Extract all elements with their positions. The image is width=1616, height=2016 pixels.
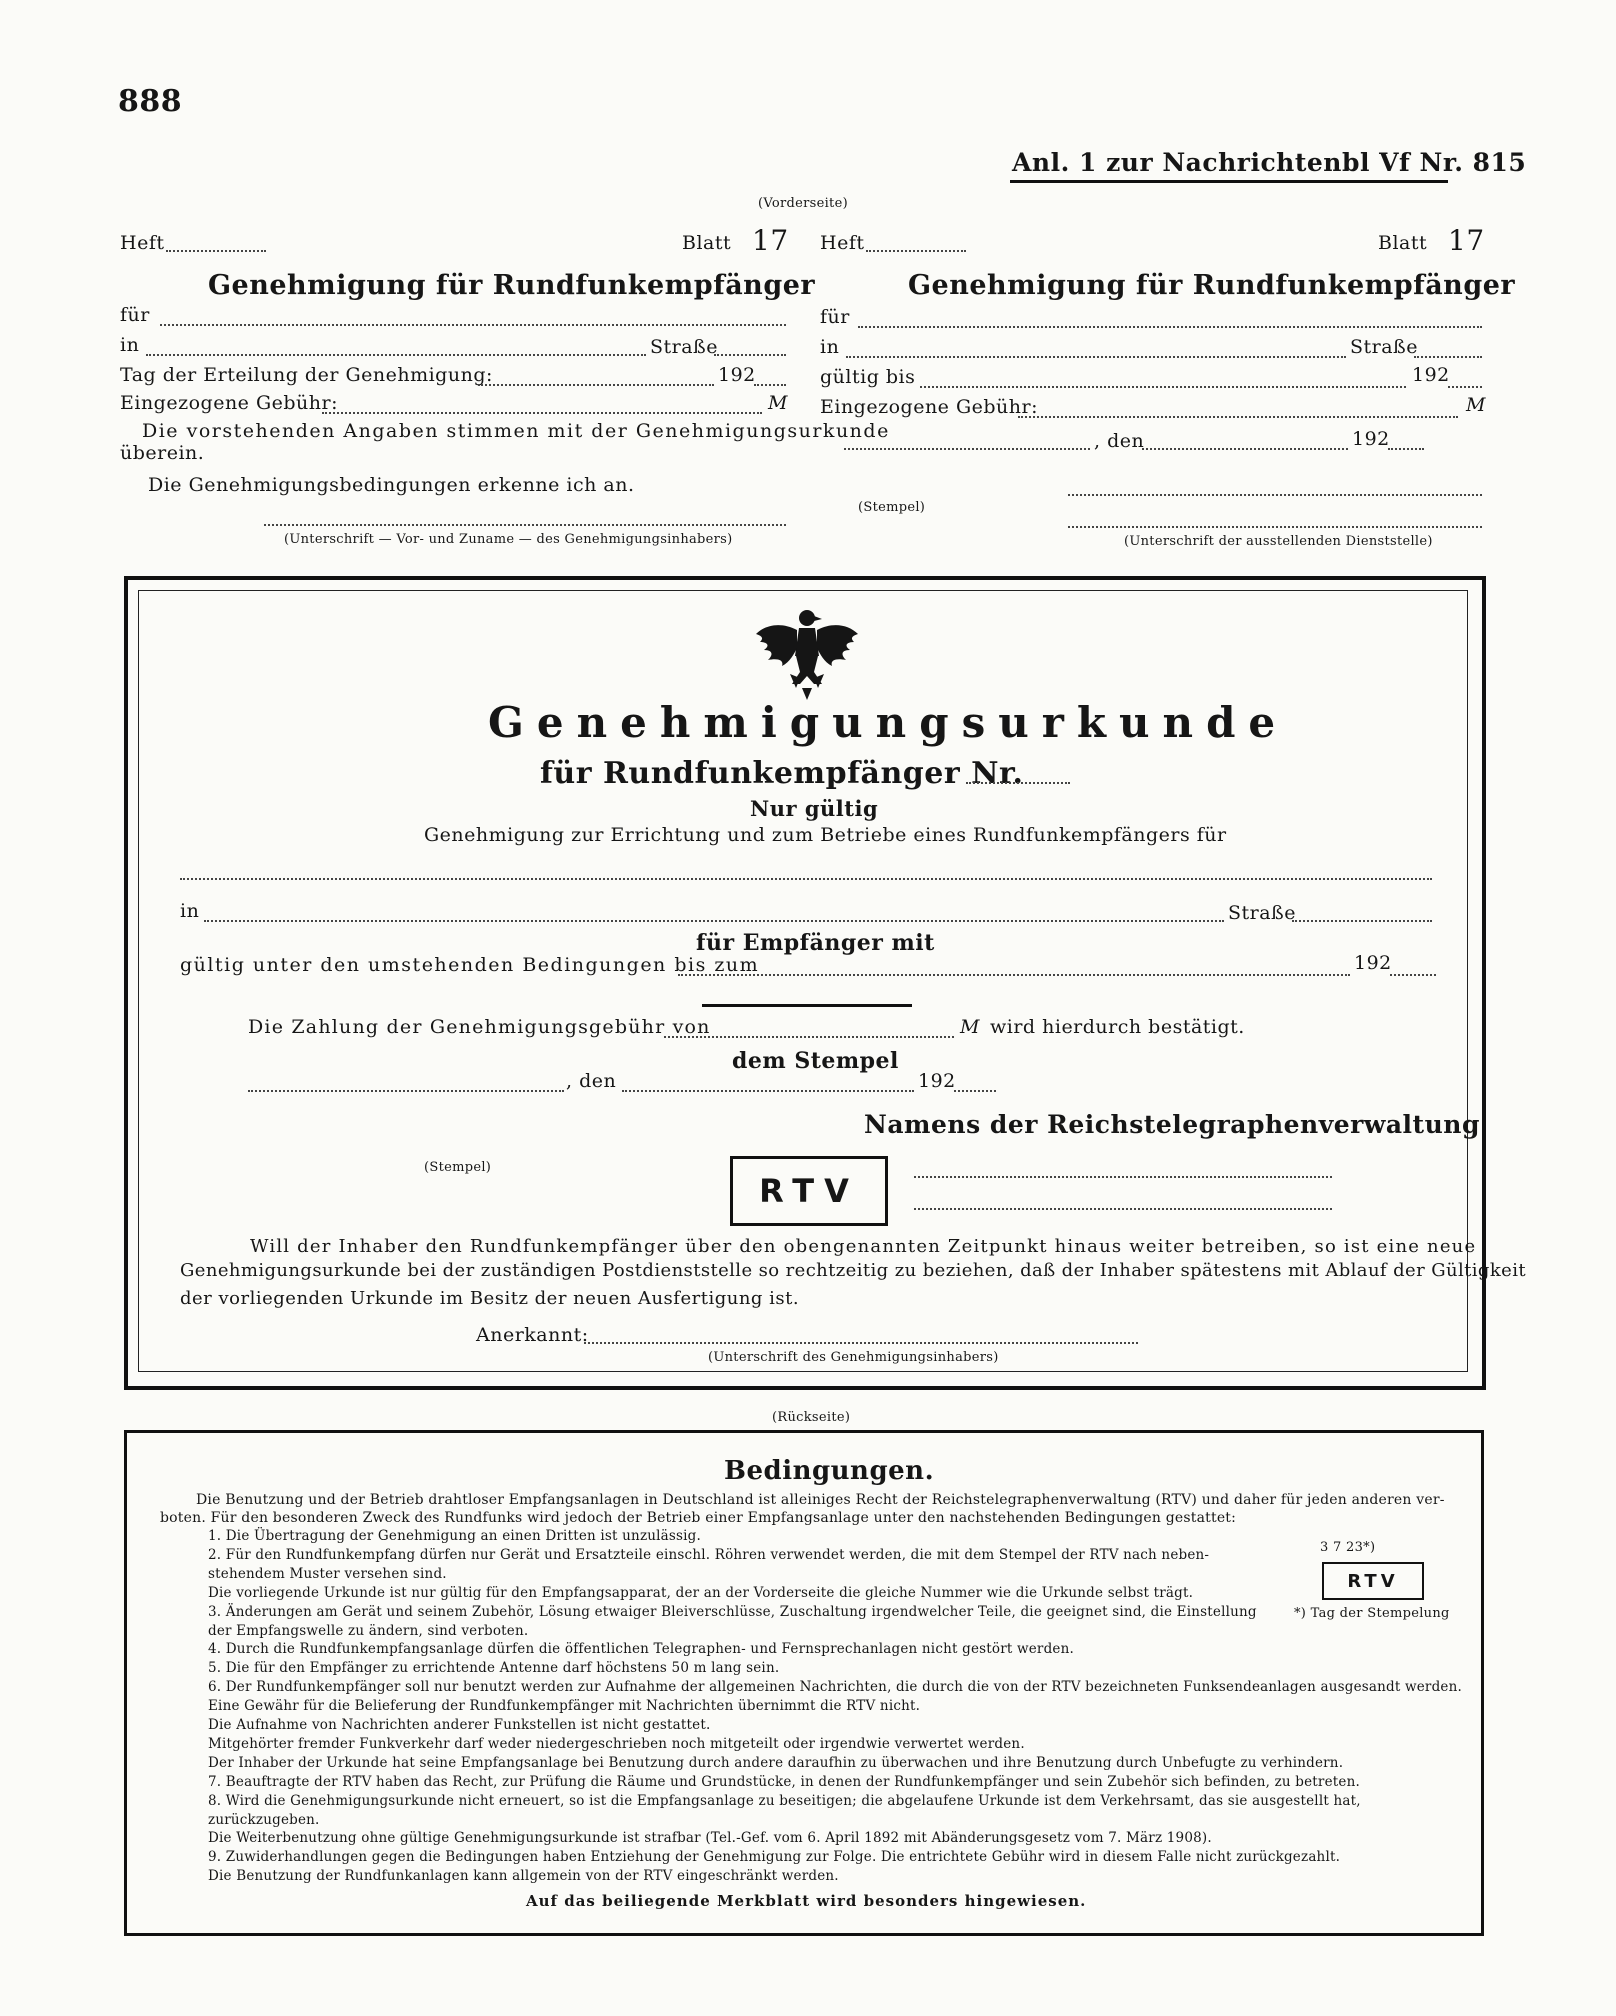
conditions-intro-2: boten. Für den besonderen Zweck des Rundfunks wird jedoch der Betrieb einer Empfangsanlage unter den nachstehenden Bedingungen gestattet: <box>160 1510 1237 1526</box>
left-fuer-label: für <box>120 304 150 326</box>
certificate-gueltig-line <box>678 974 1350 976</box>
certificate-anerkannt-label: Anerkannt: <box>476 1324 589 1346</box>
left-fuer-line <box>160 324 786 326</box>
right-gebuehr-line <box>1018 416 1458 418</box>
certificate-strasse-line <box>1292 920 1432 922</box>
right-gueltig-line <box>920 386 1406 388</box>
certificate-number-line <box>966 782 1070 784</box>
right-signature-caption: (Unterschrift der ausstellenden Dienststelle) <box>1124 534 1433 549</box>
conditions-intro-1: Die Benutzung und der Betrieb drahtloser Empfangsanlagen in Deutschland ist alleiniges Recht der Reichstelegraphenverwaltung (RTV) und daher für jeden anderen ver- <box>196 1492 1445 1508</box>
certificate-notice-3: der vorliegenden Urkunde im Besitz der neuen Ausfertigung ist. <box>180 1288 800 1309</box>
right-stub-title: Genehmigung für Rundfunkempfänger <box>908 270 1516 301</box>
certificate-bestaetigt: wird hierdurch bestätigt. <box>990 1016 1245 1038</box>
left-heft-label: Heft <box>120 232 165 254</box>
right-year2-line <box>1388 448 1424 450</box>
certificate-holder-line <box>180 878 1432 880</box>
right-year-line <box>1448 386 1482 388</box>
right-signature-line-1 <box>1068 494 1482 496</box>
certificate-dem-stempel: dem Stempel <box>732 1048 899 1074</box>
header-underline <box>1010 180 1448 183</box>
certificate-intro: Genehmigung zur Errichtung und zum Betriebe eines Rundfunkempfängers für <box>424 824 1227 846</box>
condition-line: 2. Für den Rundfunkempfang dürfen nur Gerät und Ersatzteile einschl. Röhren verwendet werden, die mit dem Stempel der RTV nach neben- <box>208 1546 1210 1563</box>
right-stempel-caption: (Stempel) <box>858 500 926 515</box>
left-erteilung-label: Tag der Erteilung der Genehmigung: <box>120 364 493 386</box>
left-gebuehr-label: Eingezogene Gebühr: <box>120 392 339 414</box>
page-number: 888 <box>118 84 183 119</box>
condition-line: zurückzugeben. <box>208 1811 320 1828</box>
right-gebuehr-currency: M <box>1466 394 1486 416</box>
condition-line: Der Inhaber der Urkunde hat seine Empfangsanlage bei Benutzung durch andere daraufhin zu überwachen und ihre Benutzung durch Unbefugte zu verhindern. <box>208 1754 1344 1771</box>
certificate-zahlung-currency: M <box>960 1016 980 1038</box>
certificate-divider <box>702 1004 912 1007</box>
left-in-line <box>146 354 646 356</box>
left-strasse-line <box>714 354 786 356</box>
certificate-title: Genehmigungsurkunde <box>488 698 1289 747</box>
certificate-date-year: 192 <box>918 1070 956 1092</box>
condition-line: Mitgehörter fremder Funkverkehr darf weder niedergeschrieben noch mitgeteilt oder irgendwie verwertet werden. <box>208 1735 1025 1752</box>
certificate-notice-1: Will der Inhaber den Rundfunkempfänger über den obengenannten Zeitpunkt hinaus weiter betreiben, so ist eine neue <box>250 1236 1477 1257</box>
certificate-year-line <box>1390 974 1436 976</box>
right-fuer-label: für <box>820 306 850 328</box>
certificate-anerkannt-line <box>584 1342 1138 1344</box>
right-in-label: in <box>820 336 840 358</box>
certificate-strasse-label: Straße <box>1228 902 1296 924</box>
left-signature-caption: (Unterschrift — Vor- und Zuname — des Genehmigungsinhabers) <box>284 532 733 547</box>
left-in-label: in <box>120 334 140 356</box>
condition-line: Die Aufnahme von Nachrichten anderer Funkstellen ist nicht gestattet. <box>208 1717 711 1733</box>
right-strasse-label: Straße <box>1350 336 1418 358</box>
conditions-title: Bedingungen. <box>724 1456 935 1486</box>
condition-line: 6. Der Rundfunkempfänger soll nur benutzt werden zur Aufnahme der allgemeinen Nachrichten, die durch die von der RTV bezeichneten Funksendeanlagen ausgesandt werden. <box>208 1679 1463 1696</box>
certificate-zahlung-label: Die Zahlung der Genehmigungsgebühr von <box>248 1016 711 1038</box>
conditions-stamp-date: 3 7 23*) <box>1320 1540 1376 1555</box>
left-blatt-number: 17 <box>752 224 789 257</box>
left-gebuehr-line <box>322 412 762 414</box>
left-statement-2: überein. <box>120 442 205 464</box>
left-gebuehr-currency: M <box>768 392 788 414</box>
certificate-in-line <box>204 920 1224 922</box>
conditions-footer: Auf das beiliegende Merkblatt wird besonders hingewiesen. <box>526 1892 1087 1910</box>
condition-line: 7. Beauftragte der RTV haben das Recht, zur Prüfung die Räume und Grundstücke, in denen der Rundfunkempfänger und sein Zubehör sich befinden, zu betreten. <box>208 1773 1360 1790</box>
right-date-line <box>1142 448 1348 450</box>
certificate-notice-2: Genehmigungsurkunde bei der zuständigen Postdienststelle so rechtzeitig zu beziehen, daß der Inhaber spätestens mit Ablauf der Gültigkeit <box>180 1260 1527 1281</box>
condition-line: 5. Die für den Empfänger zu errichtende Antenne darf höchstens 50 m lang sein. <box>208 1660 780 1677</box>
certificate-den-label: , den <box>566 1070 617 1092</box>
right-blatt-number: 17 <box>1448 224 1485 257</box>
right-signature-line-2 <box>1068 526 1482 528</box>
right-heft-line <box>866 250 966 252</box>
certificate-zahlung-line <box>664 1036 954 1038</box>
rtv-stamp: RTV <box>730 1156 888 1226</box>
left-year-line <box>754 384 786 386</box>
certificate-nur-gueltig: Nur gültig <box>750 796 879 821</box>
conditions-stamp-note: *) Tag der Stempelung <box>1294 1606 1450 1621</box>
left-signature-line <box>264 524 786 526</box>
right-date-year: 192 <box>1352 428 1390 450</box>
conditions-rtv-stamp: RTV <box>1322 1562 1424 1600</box>
certificate-date-line <box>622 1090 914 1092</box>
condition-line: 1. Die Übertragung der Genehmigung an einen Dritten ist unzulässig. <box>208 1528 702 1544</box>
condition-line: Die Weiterbenutzung ohne gültige Genehmigungsurkunde ist strafbar (Tel.-Gef. vom 6. April 1892 mit Abänderungsgesetz vom 7. März 1908). <box>208 1830 1212 1847</box>
side-label-back: (Rückseite) <box>772 1410 851 1425</box>
certificate-stempel-caption: (Stempel) <box>424 1160 492 1175</box>
right-heft-label: Heft <box>820 232 865 254</box>
right-gueltig-label: gültig bis <box>820 366 916 388</box>
left-statement-3: Die Genehmigungsbedingungen erkenne ich an. <box>148 474 635 496</box>
header-reference: Anl. 1 zur Nachrichtenbl Vf Nr. 815 <box>1012 148 1527 177</box>
left-strasse-label: Straße <box>650 336 718 358</box>
side-label-front: (Vorderseite) <box>758 196 848 211</box>
left-erteilung-year: 192 <box>718 364 756 386</box>
eagle-emblem-icon <box>752 604 862 704</box>
right-den-label: , den <box>1094 430 1145 452</box>
certificate-subtitle: für Rundfunkempfänger Nr. <box>540 756 1024 791</box>
left-stub-title: Genehmigung für Rundfunkempfänger <box>208 270 816 301</box>
condition-line: stehendem Muster versehen sind. <box>208 1565 447 1582</box>
left-heft-line <box>166 250 266 252</box>
certificate-place-line <box>248 1090 564 1092</box>
right-in-line <box>846 356 1346 358</box>
certificate-fuer-empfaenger: für Empfänger mit <box>696 930 935 956</box>
condition-line: 3. Änderungen am Gerät und seinem Zubehör, Lösung etwaiger Bleiverschlüsse, Zuschaltung irgendwelcher Teile, die geeignet sind, die Einstellung <box>208 1603 1257 1620</box>
right-strasse-line <box>1414 356 1482 358</box>
condition-line: 8. Wird die Genehmigungsurkunde nicht erneuert, so ist die Empfangsanlage zu beseitigen; die abgelaufene Urkunde ist dem Verkehrsamt, das sie ausgestellt hat, <box>208 1792 1361 1809</box>
certificate-in-label: in <box>180 900 200 922</box>
certificate-namens: Namens der Reichstelegraphenverwaltung <box>864 1110 1480 1139</box>
right-fuer-line <box>858 326 1482 328</box>
certificate-signature-line-1 <box>914 1176 1332 1178</box>
condition-line: 4. Durch die Rundfunkempfangsanlage dürfen die öffentlichen Telegraphen- und Fernsprechanlagen nicht gestört werden. <box>208 1641 1074 1658</box>
condition-line: Die Benutzung der Rundfunkanlagen kann allgemein von der RTV eingeschränkt werden. <box>208 1868 839 1885</box>
condition-line: Eine Gewähr für die Belieferung der Rundfunkempfänger mit Nachrichten übernimmt die RTV nicht. <box>208 1698 921 1715</box>
right-gueltig-year: 192 <box>1412 364 1450 386</box>
certificate-gueltig-label: gültig unter den umstehenden Bedingungen bis zum <box>180 954 760 976</box>
certificate-gueltig-year: 192 <box>1354 952 1392 974</box>
condition-line: der Empfangswelle zu ändern, sind verboten. <box>208 1622 529 1639</box>
left-erteilung-line <box>478 384 714 386</box>
right-gebuehr-label: Eingezogene Gebühr: <box>820 396 1039 418</box>
right-blatt-label: Blatt <box>1378 232 1428 254</box>
certificate-year2-line <box>954 1090 996 1092</box>
condition-line: 9. Zuwiderhandlungen gegen die Bedingungen haben Entziehung der Genehmigung zur Folge. Die entrichtete Gebühr wird in diesem Falle nicht zurückgezahlt. <box>208 1849 1341 1866</box>
right-place-line <box>844 448 1090 450</box>
condition-line: Die vorliegende Urkunde ist nur gültig für den Empfangsapparat, der an der Vorderseite die gleiche Nummer wie die Urkunde selbst trägt. <box>208 1584 1194 1601</box>
certificate-signature-caption: (Unterschrift des Genehmigungsinhabers) <box>708 1350 999 1365</box>
certificate-signature-line-2 <box>914 1208 1332 1210</box>
left-blatt-label: Blatt <box>682 232 732 254</box>
left-statement-1: Die vorstehenden Angaben stimmen mit der Genehmigungsurkunde <box>142 420 890 442</box>
